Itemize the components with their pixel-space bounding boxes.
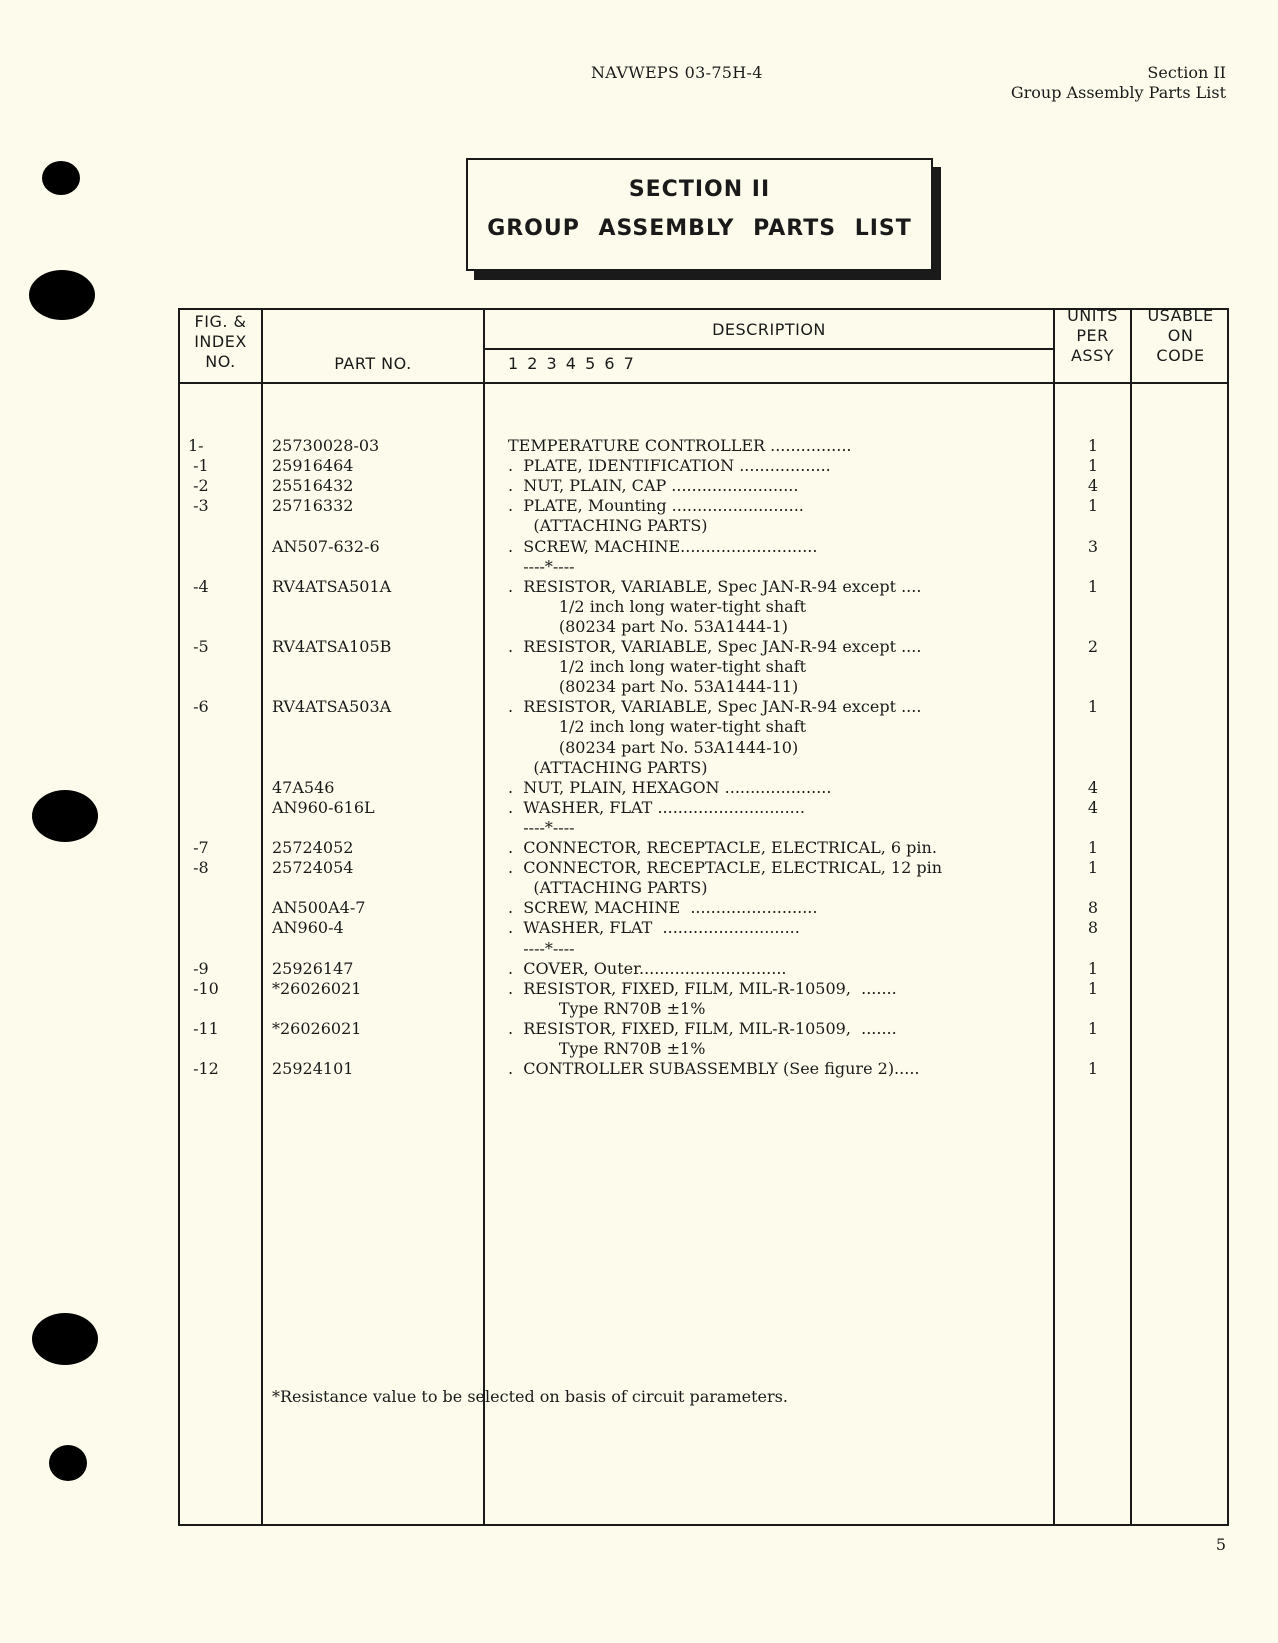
part-number: RV4ATSA105B [272,637,392,656]
punch-hole-icon [32,790,98,842]
part-number: 25924101 [272,1059,354,1078]
units-per-assy: 1 [1087,979,1099,998]
punch-hole-icon [42,161,80,195]
description: (80234 part No. 53A1444-11) [508,677,799,696]
part-number: AN960-616L [272,798,375,817]
fig-index: 1- [188,436,204,455]
fig-index: -6 [188,697,209,716]
units-per-assy: 1 [1087,436,1099,455]
description: . PLATE, Mounting .......................... [508,496,804,515]
units-per-assy: 4 [1087,778,1099,797]
header-units-per-assy: UNITS PER ASSY [1067,306,1118,365]
section-title-box [466,158,933,271]
description: . RESISTOR, FIXED, FILM, MIL-R-10509, ....... [508,979,897,998]
header-description: DESCRIPTION [712,320,826,339]
units-per-assy: 4 [1087,798,1099,817]
units-per-assy: 8 [1087,918,1099,937]
description: 1/2 inch long water-tight shaft [508,657,807,676]
part-number: 25724054 [272,858,354,877]
description: . SCREW, MACHINE........................... [508,537,818,556]
description: ----*---- [508,939,575,958]
section-heading: SECTION II [628,177,771,202]
part-number: *26026021 [272,1019,362,1038]
fig-index: -7 [188,838,209,857]
part-number: 25724052 [272,838,354,857]
description: . RESISTOR, VARIABLE, Spec JAN-R-94 except .... [508,577,922,596]
fig-index: -4 [188,577,209,596]
part-number: 25716332 [272,496,354,515]
units-per-assy: 2 [1087,637,1099,656]
column-divider [261,310,263,1524]
description: . RESISTOR, FIXED, FILM, MIL-R-10509, ....... [508,1019,897,1038]
fig-index: -1 [188,456,209,475]
section-subheading: GROUP ASSEMBLY PARTS LIST [487,216,912,241]
units-per-assy: 1 [1087,858,1099,877]
fig-index: -8 [188,858,209,877]
part-number: AN500A4-7 [272,898,366,917]
part-number: 25926147 [272,959,354,978]
fig-index: -5 [188,637,209,656]
units-per-assy: 3 [1087,537,1099,556]
column-divider [483,310,485,1524]
section-title: Group Assembly Parts List [1010,83,1226,102]
part-number: AN960-4 [272,918,344,937]
fig-index: -11 [188,1019,219,1038]
header-part-no: PART NO. [334,354,412,373]
description: ----*---- [508,818,575,837]
description-subdivider [483,348,1055,350]
header-usable-on-code: USABLE ON CODE [1147,306,1214,365]
column-divider [1130,310,1132,1524]
fig-index: -3 [188,496,209,515]
part-number: *26026021 [272,979,362,998]
description: . NUT, PLAIN, CAP ......................... [508,476,799,495]
fig-index: -12 [188,1059,219,1078]
parts-list-table [178,308,1229,1526]
units-per-assy: 1 [1087,577,1099,596]
description: (80234 part No. 53A1444-1) [508,617,789,636]
units-per-assy: 4 [1087,476,1099,495]
fig-index: -10 [188,979,219,998]
description: . SCREW, MACHINE ......................... [508,898,818,917]
header-divider [180,382,1227,384]
units-per-assy: 1 [1087,838,1099,857]
units-per-assy: 1 [1087,1019,1099,1038]
description: . WASHER, FLAT ............................. [508,798,805,817]
part-number: AN507-632-6 [272,537,380,556]
description: . CONTROLLER SUBASSEMBLY (See figure 2)..... [508,1059,920,1078]
punch-hole-icon [49,1445,87,1481]
punch-hole-icon [29,270,95,320]
fig-index: -2 [188,476,209,495]
header-fig-index: FIG. & INDEX NO. [194,312,247,371]
units-per-assy: 1 [1087,697,1099,716]
column-divider [1053,310,1055,1524]
description: . CONNECTOR, RECEPTACLE, ELECTRICAL, 6 pin. [508,838,937,857]
part-number: 25516432 [272,476,354,495]
description: . RESISTOR, VARIABLE, Spec JAN-R-94 except .... [508,697,922,716]
part-number: 25730028-03 [272,436,380,455]
part-number: 47A546 [272,778,335,797]
description: . CONNECTOR, RECEPTACLE, ELECTRICAL, 12 pin [508,858,942,877]
fig-index: -9 [188,959,209,978]
description: ----*---- [508,557,575,576]
description: Type RN70B ±1% [508,999,706,1018]
running-header [1011,63,1226,103]
part-number: 25916464 [272,456,354,475]
units-per-assy: 1 [1087,496,1099,515]
description: (ATTACHING PARTS) [508,878,708,897]
units-per-assy: 8 [1087,898,1099,917]
punch-hole-icon [32,1313,98,1365]
description: Type RN70B ±1% [508,1039,706,1058]
units-per-assy: 1 [1087,959,1099,978]
description: TEMPERATURE CONTROLLER ................ [508,436,852,455]
description: 1/2 inch long water-tight shaft [508,597,807,616]
footnote: *Resistance value to be selected on basis of circuit parameters. [272,1387,788,1406]
description: (80234 part No. 53A1444-10) [508,738,799,757]
page-number: 5 [1215,1535,1226,1554]
units-per-assy: 1 [1087,1059,1099,1078]
description: 1/2 inch long water-tight shaft [508,717,807,736]
document-number: NAVWEPS 03-75H-4 [591,63,763,82]
part-number: RV4ATSA501A [272,577,392,596]
part-number: RV4ATSA503A [272,697,392,716]
description: . NUT, PLAIN, HEXAGON ..................... [508,778,832,797]
section-label: Section II [1147,63,1226,82]
description: . PLATE, IDENTIFICATION .................. [508,456,831,475]
description: . RESISTOR, VARIABLE, Spec JAN-R-94 except .... [508,637,922,656]
description: . WASHER, FLAT ........................... [508,918,800,937]
description: (ATTACHING PARTS) [508,758,708,777]
units-per-assy: 1 [1087,456,1099,475]
header-indent-levels: 1 2 3 4 5 6 7 [508,354,635,373]
description: . COVER, Outer............................. [508,959,787,978]
description: (ATTACHING PARTS) [508,516,708,535]
